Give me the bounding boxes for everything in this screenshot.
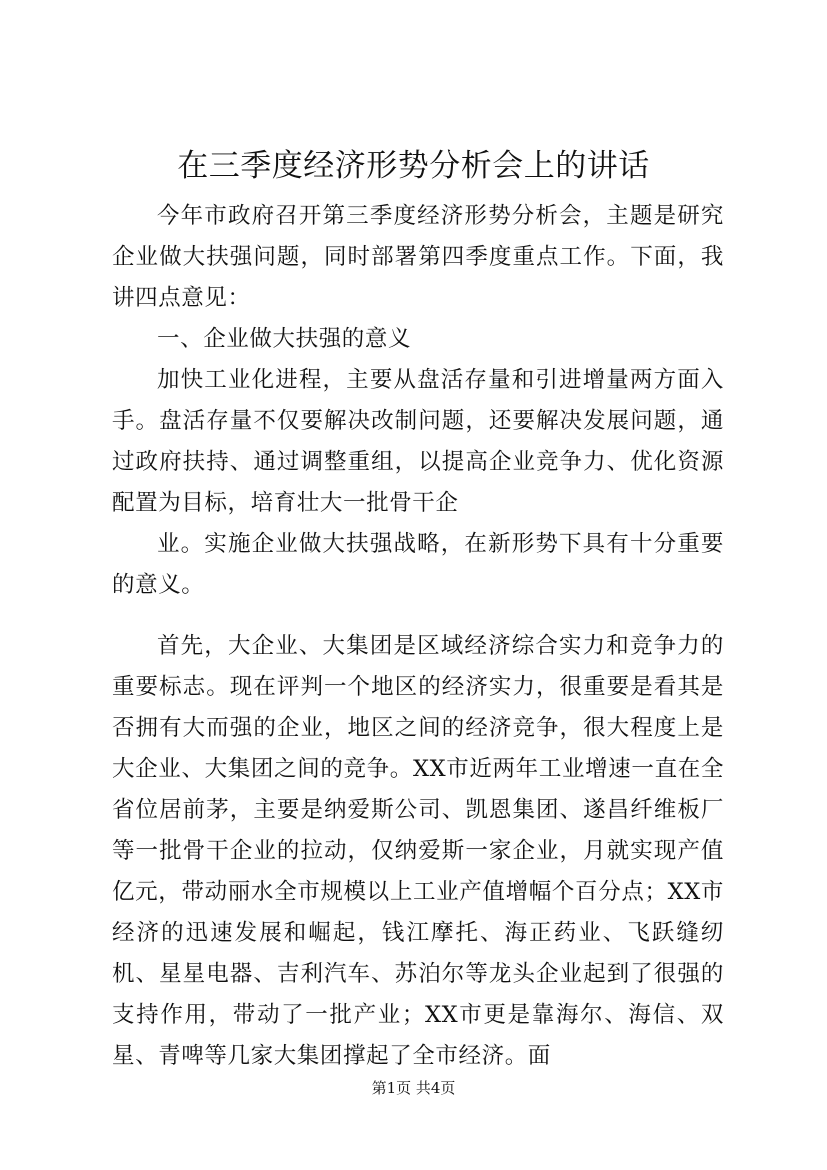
page-number: 第1页 共4页 <box>371 1079 456 1097</box>
paragraph-significance: 业。实施企业做大扶强战略，在新形势下具有十分重要的意义。 <box>112 531 724 598</box>
section-heading: 一、企业做大扶强的意义 <box>157 326 412 352</box>
document-body <box>112 196 724 1077</box>
paragraph-first-point: 首先，大企业、大集团是区域经济综合实力和竞争力的重要标志。现在评判一个地区的经济实力，很重要是看其是否拥有大而强的企业，地区之间的经济竞争，很大程度上是大企业、大集团之间的竞争。XX市近两年工业增速一直在全省位居前茅，主要是纳爱斯公司、凯恩集团、遂昌纤维板厂等一批骨干企业的拉动，仅纳爱斯一家企业，月就实现产值亿元，带动丽水全市规模以上工业产值增幅个百分点；XX市经济的迅速发展和崛起，钱江摩托、海正药业、飞跃缝纫机、星星电器、吉利汽车、苏泊尔等龙头企业起到了很强的支持作用，带动了一批产业；XX市更是靠海尔、海信、双星、青啤等几家大集团撑起了全市经济。面 <box>112 633 724 1069</box>
paragraph-industrialization: 加快工业化进程，主要从盘活存量和引进增量两方面入手。盘活存量不仅要解决改制问题，还要解决发展问题，通过政府扶持、通过调整重组，以提高企业竞争力、优化资源配置为目标，培育壮大一批骨干企 <box>112 367 724 516</box>
document-title: 在三季度经济形势分析会上的讲话 <box>177 148 650 184</box>
paragraph-intro: 今年市政府召开第三季度经济形势分析会，主题是研究企业做大扶强问题，同时部署第四季度重点工作。下面，我讲四点意见： <box>112 203 724 311</box>
